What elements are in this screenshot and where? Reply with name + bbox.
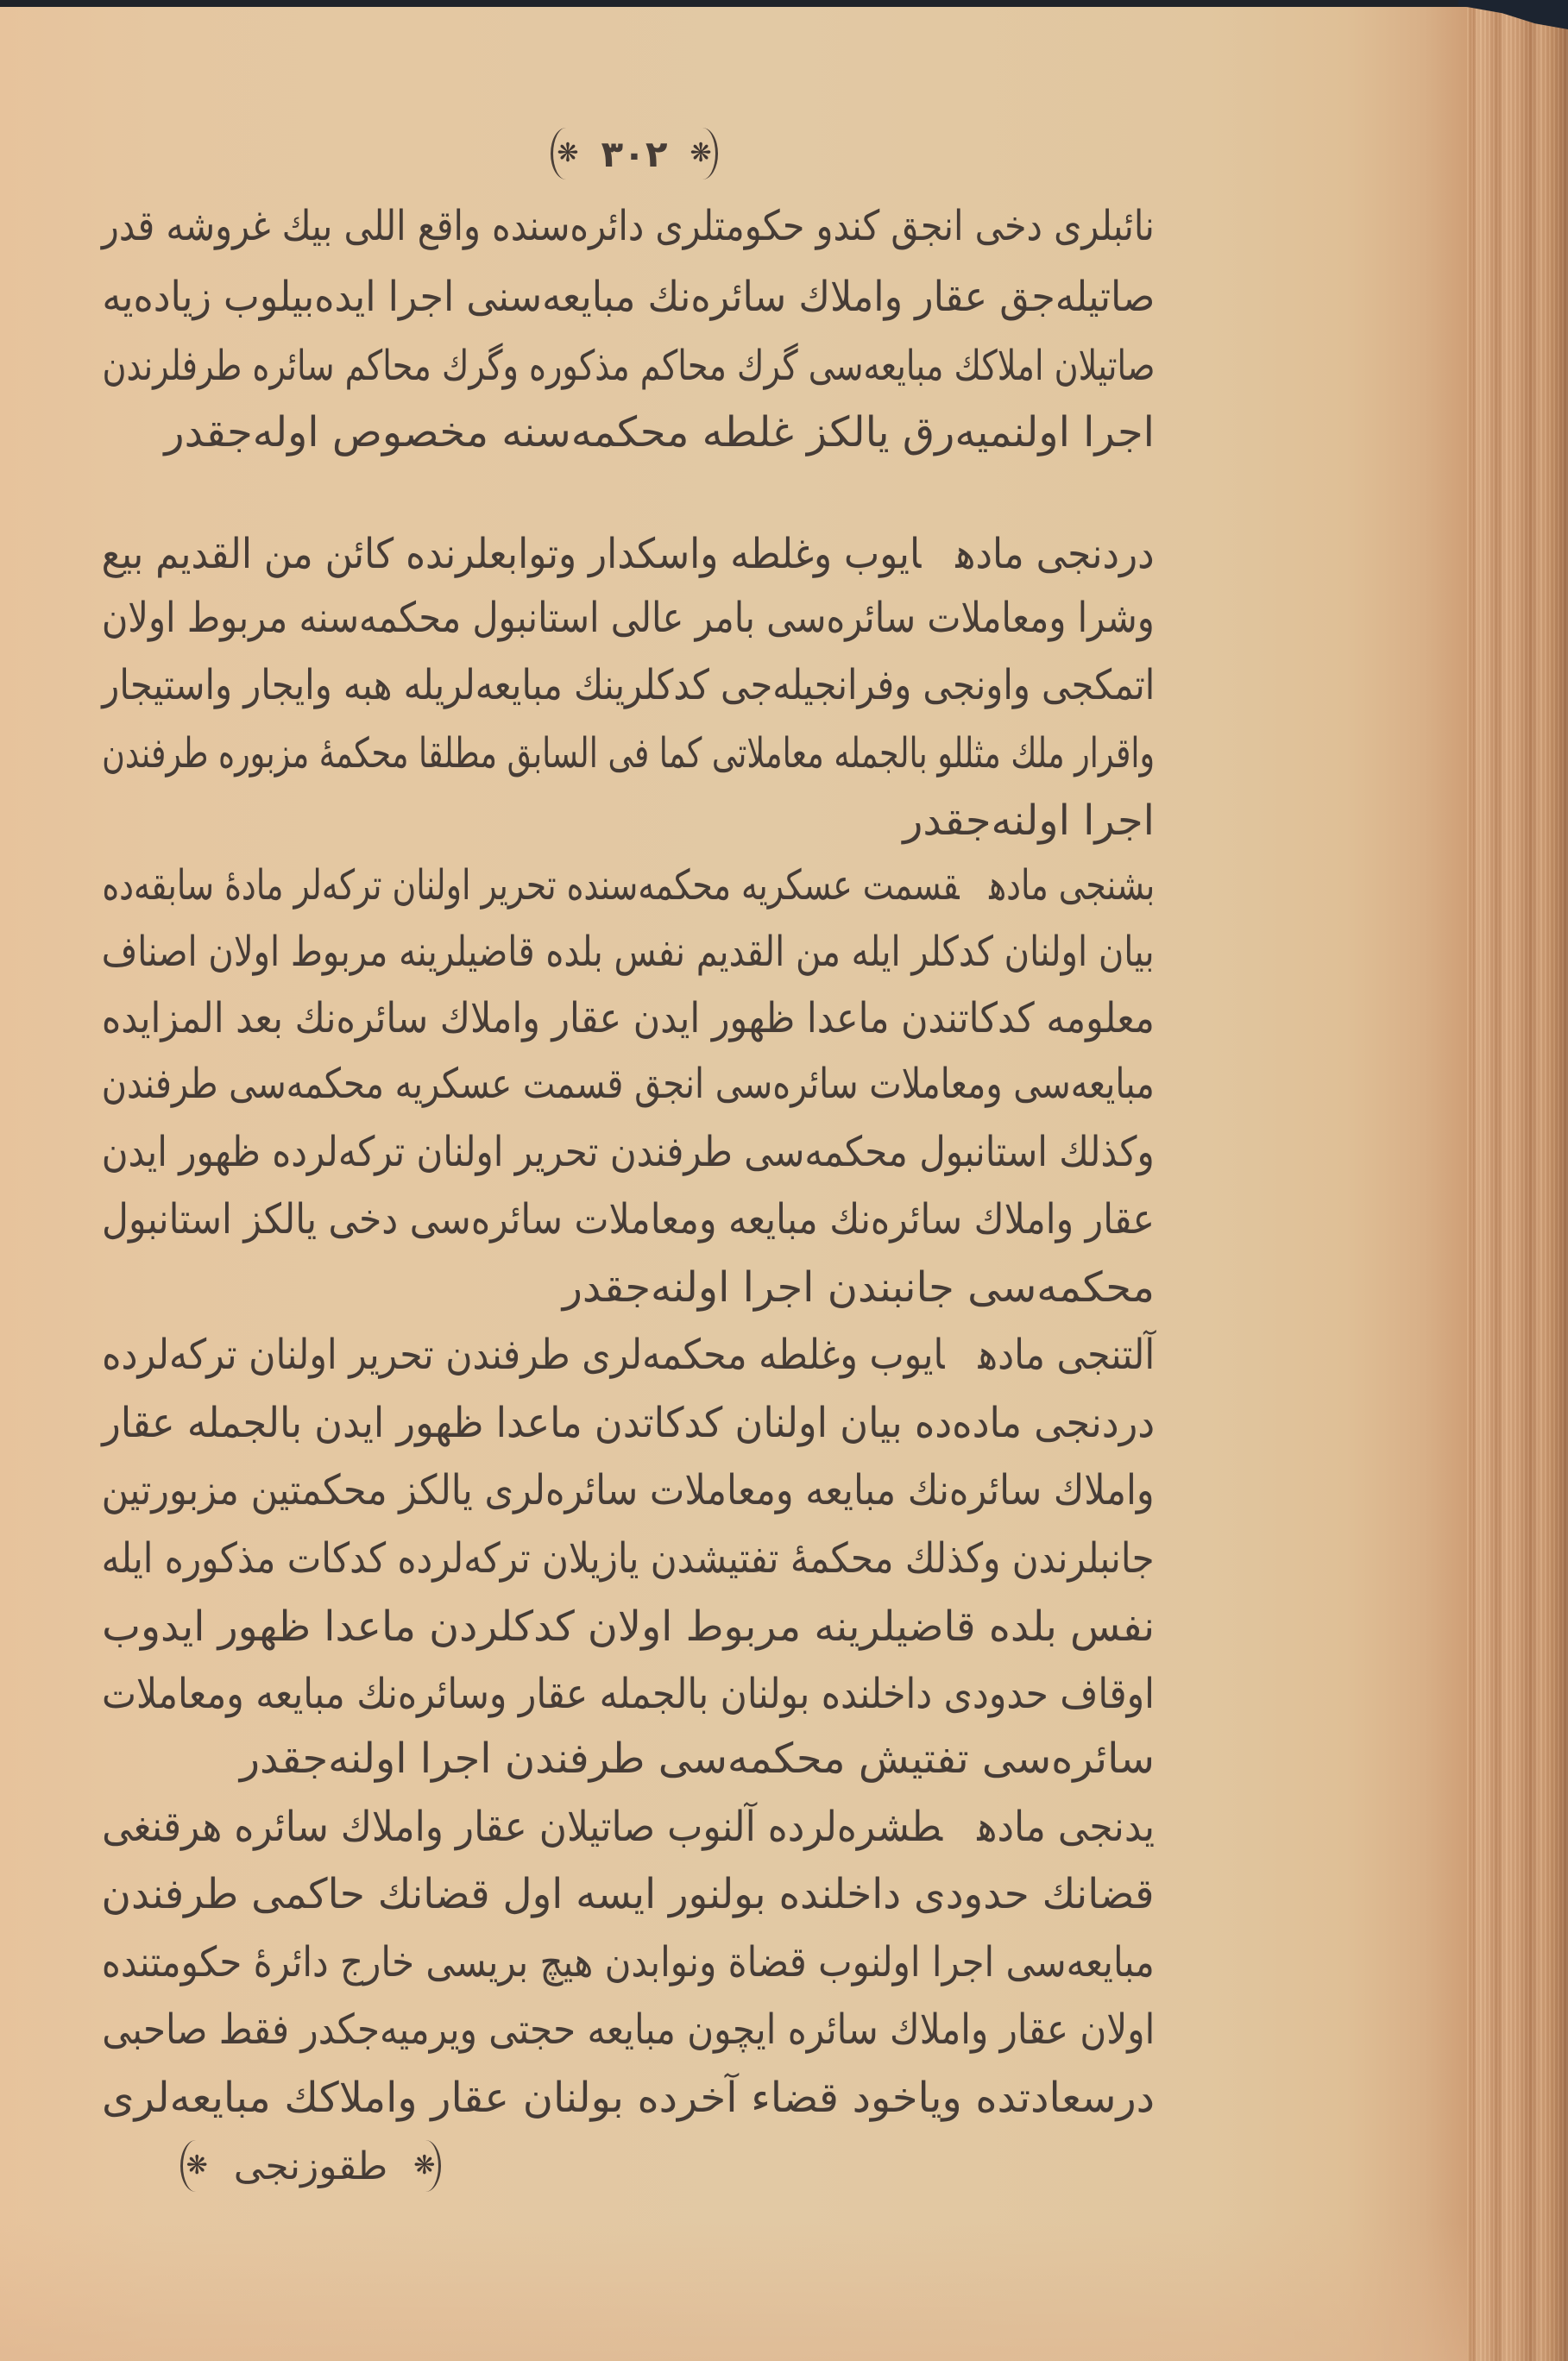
text-line (102, 1593, 1155, 1660)
paper-tint (0, 2223, 1568, 2361)
article-label: بشنجی ماده (988, 861, 1155, 910)
line-text: معلومه کدکاتندن ماعدا ظهور ایدن عقار واملاك سائره‌نك بعد المزایده (102, 994, 1155, 1042)
line-text: درسعادتده ویاخود قضاء آخرده بولنان عقار واملاکك مبایعه‌لری (102, 2074, 1155, 2122)
line-text: قضانك حدودی داخلنده بولنور ایسه اول قضانك حاکمی طرفندن (102, 1870, 1155, 1918)
line-text: بیان اولنان کدکلر ایله من القدیم نفس بلده قاضیلرینه مربوط اولان اصناف (102, 928, 1155, 976)
article-label: آلتنجی ماده (978, 1331, 1155, 1379)
text-line (102, 1860, 1155, 1928)
text-line (102, 787, 1155, 854)
line-text: ایوب وغلطه واسکدار وتوابعلرنده کائن من القدیم بیع (102, 530, 922, 578)
line-text: نائبلری دخی انجق کندو حکومتلری دائره‌سنده واقع اللی بیك غروشه قدر (102, 202, 1155, 250)
line-text: وشرا ومعاملات سائره‌سی بامر عالی استانبول محکمه‌سنه مربوط اولان (102, 594, 1155, 642)
text-line (102, 1118, 1155, 1186)
text-line (102, 1996, 1155, 2063)
line-text: سائره‌سی تفتیش محکمه‌سی طرفندن اجرا اولنه‌جقدر (239, 1735, 1155, 1783)
text-line (102, 192, 1155, 260)
line-text: وکذلك استانبول محکمه‌سی طرفندن تحریر اولنان ترکه‌لرده ظهور ایدن (102, 1128, 1155, 1176)
text-line (102, 1389, 1155, 1457)
catchword: طقوزنجی (233, 2144, 388, 2188)
line-text: اتمکجی واونجی وفرانجیله‌جی کدکلرینك مبایعه‌لریله هبه وایجار واستیجار (102, 661, 1155, 709)
ornament-star-icon: ❋ (551, 128, 582, 179)
book-page-edges (1467, 0, 1568, 2361)
text-line (102, 1457, 1155, 1524)
text-line (102, 852, 1155, 919)
text-line (102, 1050, 1155, 1118)
line-text: مبایعه‌سی اجرا اولنوب قضاة ونوابدن هیچ بریسی خارج دائرهٔ حکومتنده (102, 1938, 1155, 1986)
text-line (102, 985, 1155, 1052)
article-label: دردنجی ماده (955, 530, 1155, 578)
page-number-header (544, 123, 725, 184)
ornament-star-icon: ❋ (180, 2140, 211, 2192)
page-number: ٣٠٢ (601, 132, 668, 175)
line-text: اجرا اولنمیه‌رق یالکز غلطه محکمه‌سنه مخصوص اوله‌جقدر (164, 408, 1155, 456)
text-line (102, 652, 1155, 719)
text-line (102, 1254, 1155, 1321)
line-text: مبایعه‌سی ومعاملات سائره‌سی انجق قسمت عسکریه محکمه‌سی طرفندن (102, 1060, 1155, 1108)
text-line (102, 918, 1155, 985)
scan-top-border (0, 0, 1568, 7)
text-line (102, 399, 1155, 466)
line-text: اوقاف حدودی داخلنده بولنان بالجمله عقار وسائره‌نك مبایعه ومعاملات (102, 1670, 1155, 1718)
line-text: ایوب وغلطه محکمه‌لری طرفندن تحریر اولنان ترکه‌لرده (102, 1331, 945, 1379)
line-text: اولان عقار واملاك سائره ایچون مبایعه حجتی ویرمیه‌جکدر فقط صاحبی (102, 2005, 1155, 2054)
line-text: دردنجی ماده‌ده بیان اولنان کدکاتدن ماعدا ظهور ایدن بالجمله عقار (102, 1399, 1155, 1447)
line-text: عقار واملاك سائره‌نك مبایعه ومعاملات سائره‌سی دخی یالکز استانبول (102, 1195, 1155, 1243)
line-text: نفس بلده قاضیلرینه مربوط اولان کدکلردن ماعدا ظهور ایدوب (102, 1602, 1155, 1651)
line-text: قسمت عسکریه محکمه‌سنده تحریر اولنان ترکه‌لر مادهٔ سابقه‌ده (102, 861, 960, 910)
text-line (102, 332, 1155, 400)
text-line (102, 1929, 1155, 1996)
text-line (102, 2064, 1155, 2131)
line-text: واملاك سائره‌نك مبایعه ومعاملات سائره‌لری یالکز محکمتین مزبورتین (102, 1466, 1155, 1514)
text-line (102, 520, 1155, 588)
text-line (102, 720, 1155, 787)
text-line (102, 1186, 1155, 1253)
ornament-star-icon: ❋ (410, 2140, 441, 2192)
line-text: جانبلرندن وکذلك محکمهٔ تفتیشدن یازیلان ترکه‌لرده کدکات مذکوره ایله (102, 1534, 1155, 1583)
line-text: واقرار ملك مثللو بالجمله معاملاتی کما فی السابق مطلقا محکمهٔ مزبوره طرفندن (102, 729, 1155, 778)
line-text: محکمه‌سی جانبندن اجرا اولنه‌جقدر (562, 1263, 1155, 1312)
catchword-footer (177, 2133, 444, 2199)
line-text: صاتیله‌جق عقار واملاك سائره‌نك مبایعه‌سنی اجرا ایده‌بیلوب زیاده‌یه (102, 273, 1155, 321)
article-label: یدنجی ماده (977, 1803, 1155, 1851)
text-line (102, 1660, 1155, 1728)
text-line (102, 584, 1155, 652)
text-line (102, 1321, 1155, 1388)
text-line (102, 1525, 1155, 1592)
text-line (102, 1725, 1155, 1792)
text-line (102, 1793, 1155, 1860)
ornament-star-icon: ❋ (686, 128, 717, 179)
line-text: صاتیلان املاکك مبایعه‌سی گرك محاکم مذکوره وگرك محاکم سائره طرفلرندن (102, 342, 1155, 390)
line-text: طشره‌لرده آلنوب صاتیلان عقار واملاك سائره هرقنغی (102, 1803, 943, 1851)
text-line (102, 263, 1155, 331)
line-text: اجرا اولنه‌جقدر (903, 796, 1155, 845)
